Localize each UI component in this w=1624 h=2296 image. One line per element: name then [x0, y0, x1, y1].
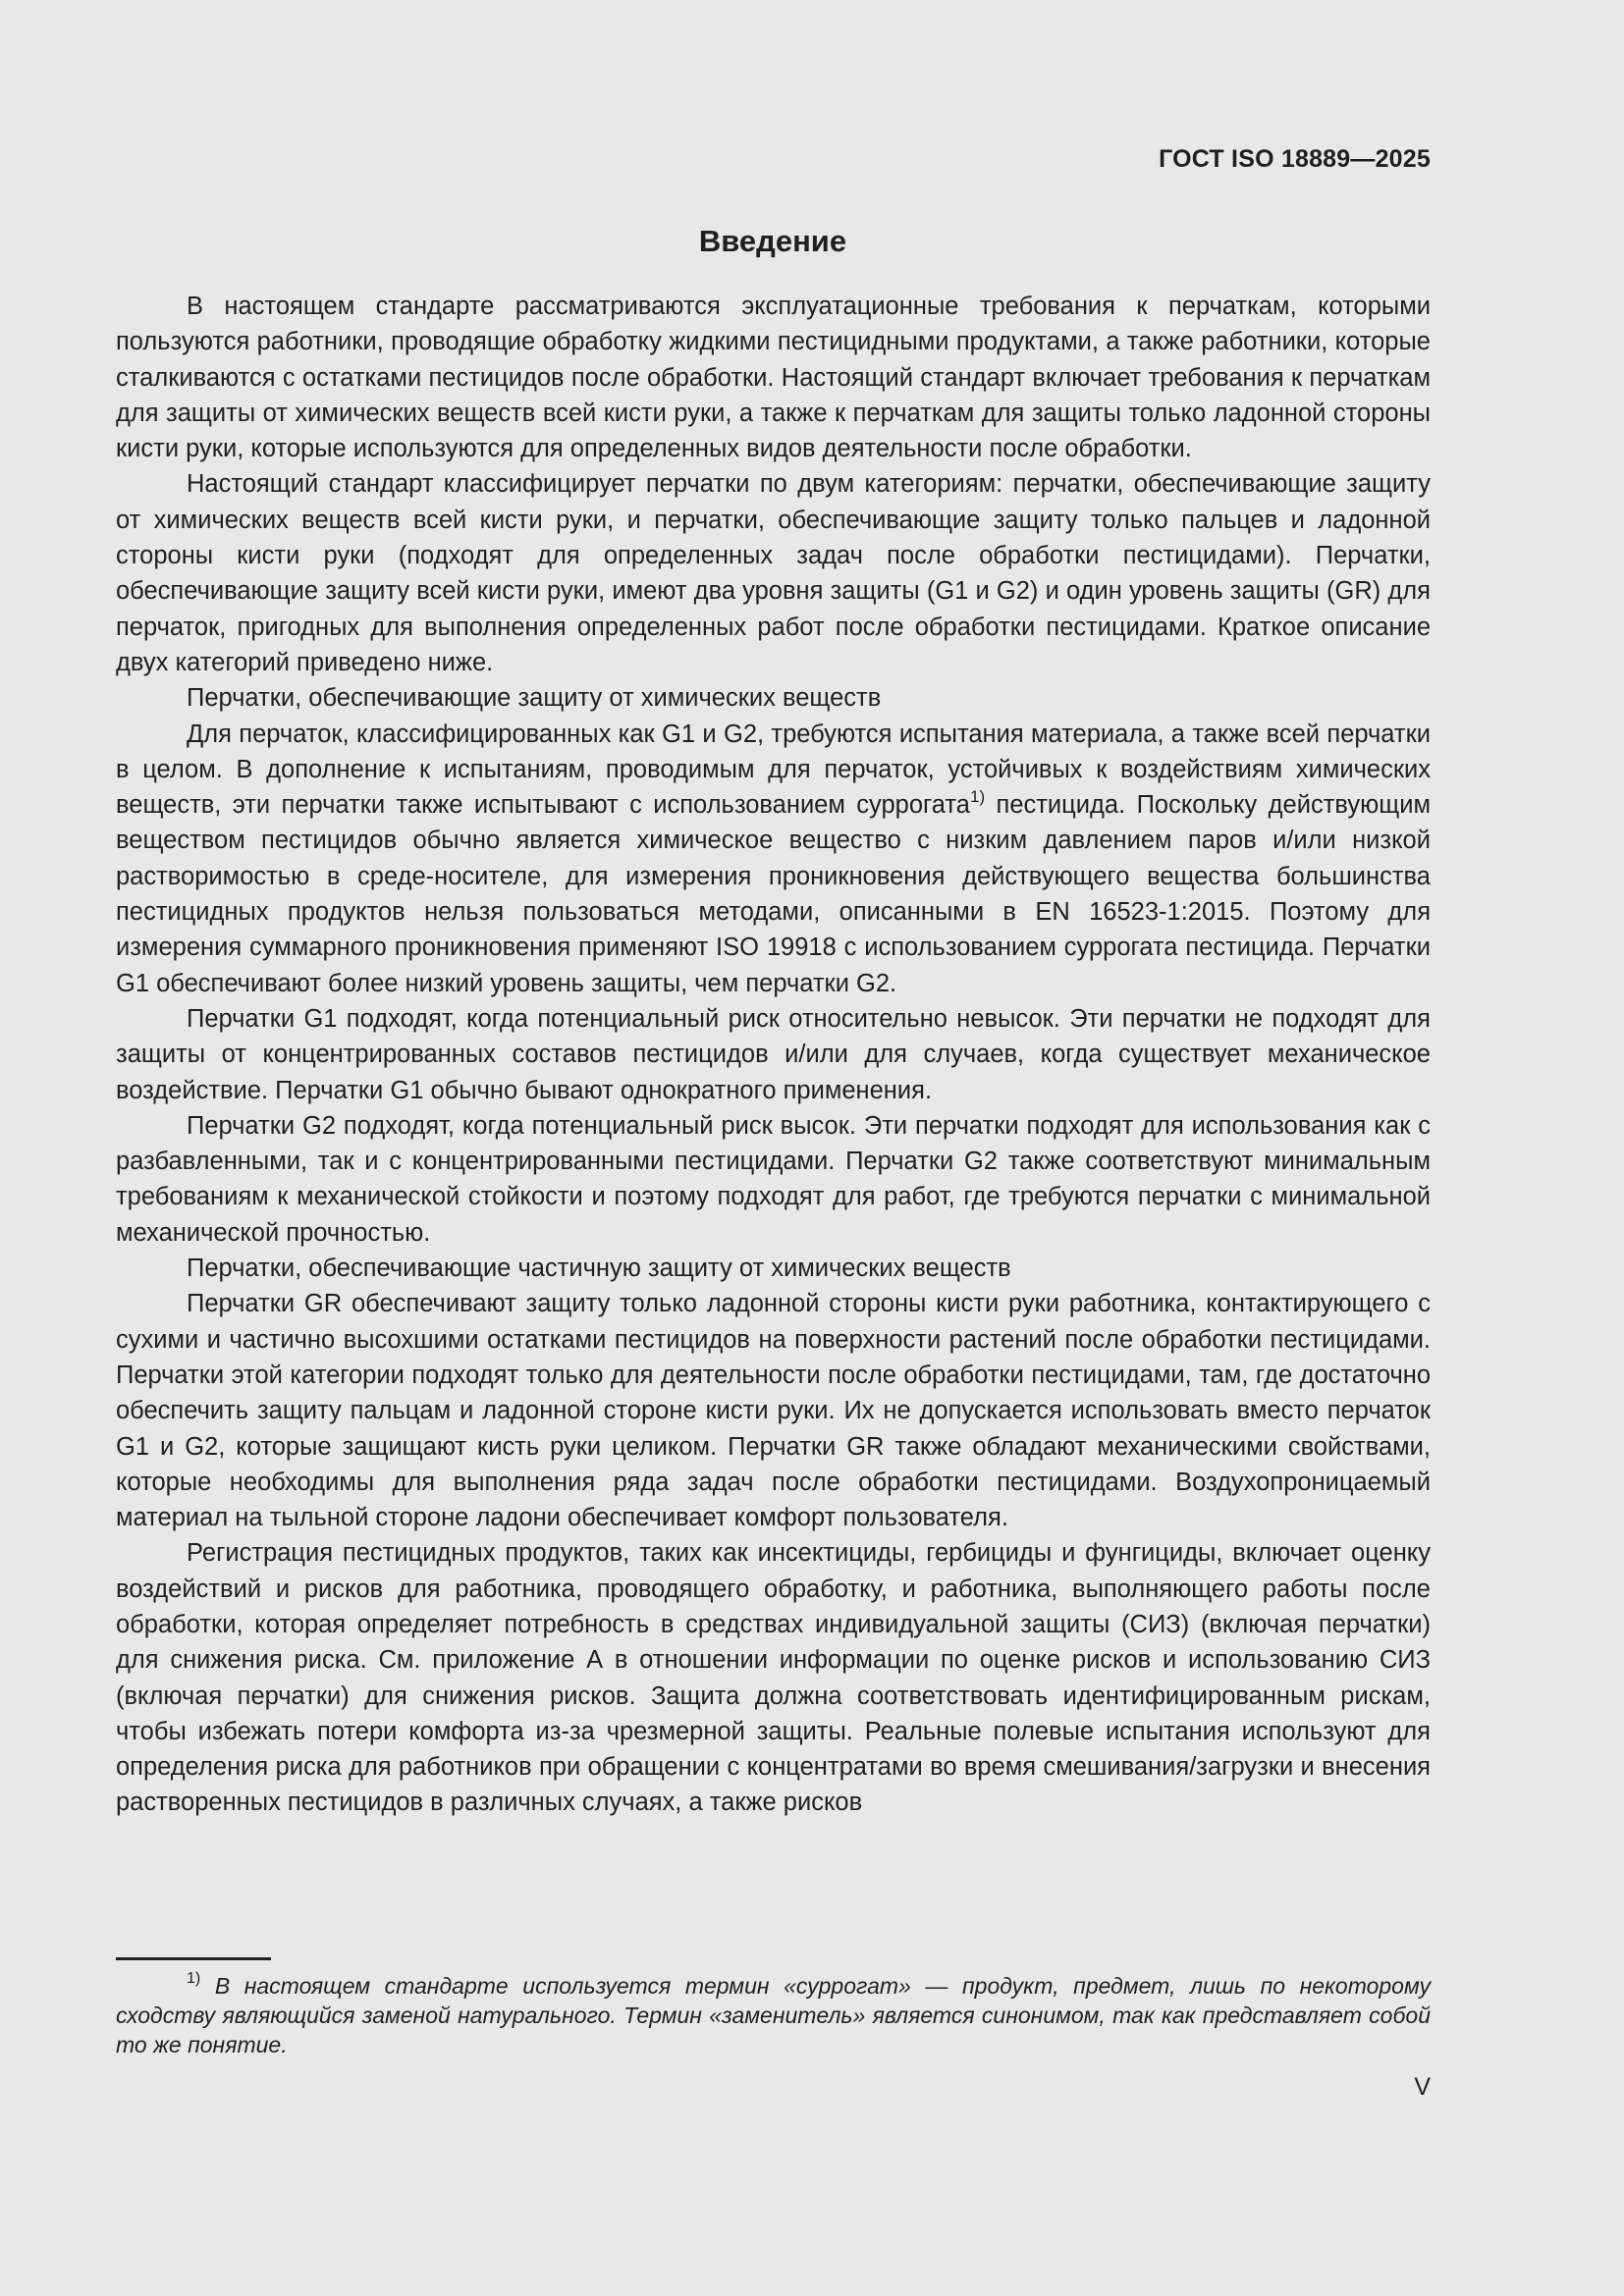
footnote-reference: 1)	[970, 786, 986, 806]
paragraph-classification: Настоящий стандарт классифицирует перчатки по двум категориям: перчатки, обеспечивающие защиту от химических веществ всей кисти руки, и перчатки, обеспечивающие защиту только пальцев и ладонной стороны кисти руки (подходят для определенных задач после обработки пестицидами). Перчатки, обеспечивающие защиту всей кисти руки, имеют два уровня защиты (G1 и G2) и один уровень защиты (GR) для перчаток, пригодных для выполнения определенных работ после обработки пестицидами. Краткое описание двух категорий приведено ниже.	[116, 470, 1431, 676]
paragraph-g2-gloves: Перчатки G2 подходят, когда потенциальный риск высок. Эти перчатки подходят для использования как с разбавленными, так и с концентрированными пестицидами. Перчатки G2 также соответствуют минимальным требованиям к механической стойкости и поэтому подходят для работ, где требуются перчатки с минимальной механической прочностью.	[116, 1111, 1431, 1247]
footnote-marker: 1)	[187, 1970, 201, 1988]
paragraph-g1-g2-testing-part1: Для перчаток, классифицированных как G1 и G2, требуются испытания материала, а также всей перчатки в целом. В дополнение к испытаниям, проводимым для перчаток, устойчивых к воздействиям химических веществ, эти перчатки также испытывают с использованием суррогата	[116, 720, 1431, 820]
standard-id-header: ГОСТ ISO 18889—2025	[1159, 145, 1431, 173]
section-title: Введение	[698, 224, 847, 258]
footnote-body: В настоящем стандарте используется термин «суррогат» — продукт, предмет, лишь по некоторому сходству являющийся заменой натурального. Термин «заменитель» является синонимом, так как представляет собой то же понятие.	[116, 1973, 1431, 2057]
paragraph-g1-g2-testing-part2: пестицида. Поскольку действующим веществом пестицидов обычно является химическое вещество с низким давлением паров и/или низкой растворимостью в среде-носителе, для измерения проникновения действующего вещества большинства пестицидных продуктов нельзя пользоваться методами, описанными в EN 16523-1:2015. Поэтому для измерения суммарного проникновения применяют ISO 19918 с использованием суррогата пестицида. Перчатки G1 обеспечивают более низкий уровень защиты, чем перчатки G2.	[116, 791, 1431, 997]
paragraph-subheading-chemical-protection: Перчатки, обеспечивающие защиту от химических веществ	[187, 684, 882, 713]
paragraph-g1-g2-testing	[116, 717, 1431, 1001]
footnote	[116, 1971, 1431, 2059]
paragraph-intro-scope: В настоящем стандарте рассматриваются эксплуатационные требования к перчаткам, которыми пользуются работники, проводящие обработку жидкими пестицидными продуктами, а также работники, которые сталкиваются с остатками пестицидов после обработки. Настоящий стандарт включает требования к перчаткам для защиты от химических веществ всей кисти руки, а также к перчаткам для защиты только ладонной стороны кисти руки, которые используются для определенных видов деятельности после обработки.	[116, 293, 1431, 463]
page-number: V	[1414, 2073, 1431, 2101]
paragraph-registration: Регистрация пестицидных продуктов, таких как инсектициды, гербициды и фунгициды, включает оценку воздействий и рисков для работника, проводящего обработку, и работника, выполняющего работы после обработки, которая определяет потребность в средствах индивидуальной защиты (СИЗ) (включая перчатки) для снижения риска. См. приложение А в отношении информации по оценке рисков и использованию СИЗ (включая перчатки) для снижения рисков. Защита должна соответствовать идентифицированным рискам, чтобы избежать потери комфорта из-за чрезмерной защиты. Реальные полевые испытания используют для определения риска для работников при обращении с концентратами во время смешивания/загрузки и внесения растворенных пестицидов в различных случаях, а также рисков	[116, 1539, 1431, 1817]
body-text	[116, 289, 1431, 1821]
paragraph-g1-gloves: Перчатки G1 подходят, когда потенциальный риск относительно невысок. Эти перчатки не подходят для защиты от концентрированных составов пестицидов и/или для случаев, когда существует механическое воздействие. Перчатки G1 обычно бывают однократного применения.	[116, 1004, 1431, 1104]
footnote-text	[116, 1971, 1431, 2059]
footnote-divider	[116, 1957, 271, 1960]
paragraph-gr-gloves: Перчатки GR обеспечивают защиту только ладонной стороны кисти руки работника, контактирующего с сухими и частично высохшими остатками пестицидов на поверхности растений после обработки пестицидами. Перчатки этой категории подходят только для деятельности после обработки пестицидами, там, где достаточно обеспечить защиту пальцам и ладонной стороне кисти руки. Их не допускается использовать вместо перчаток G1 и G2, которые защищают кисть руки целиком. Перчатки GR также обладают механическими свойствами, которые необходимы для выполнения ряда задач после обработки пестицидами. Воздухопроницаемый материал на тыльной стороне ладони обеспечивает комфорт пользователя.	[116, 1290, 1431, 1532]
paragraph-subheading-partial-protection: Перчатки, обеспечивающие частичную защиту от химических веществ	[187, 1255, 1011, 1283]
